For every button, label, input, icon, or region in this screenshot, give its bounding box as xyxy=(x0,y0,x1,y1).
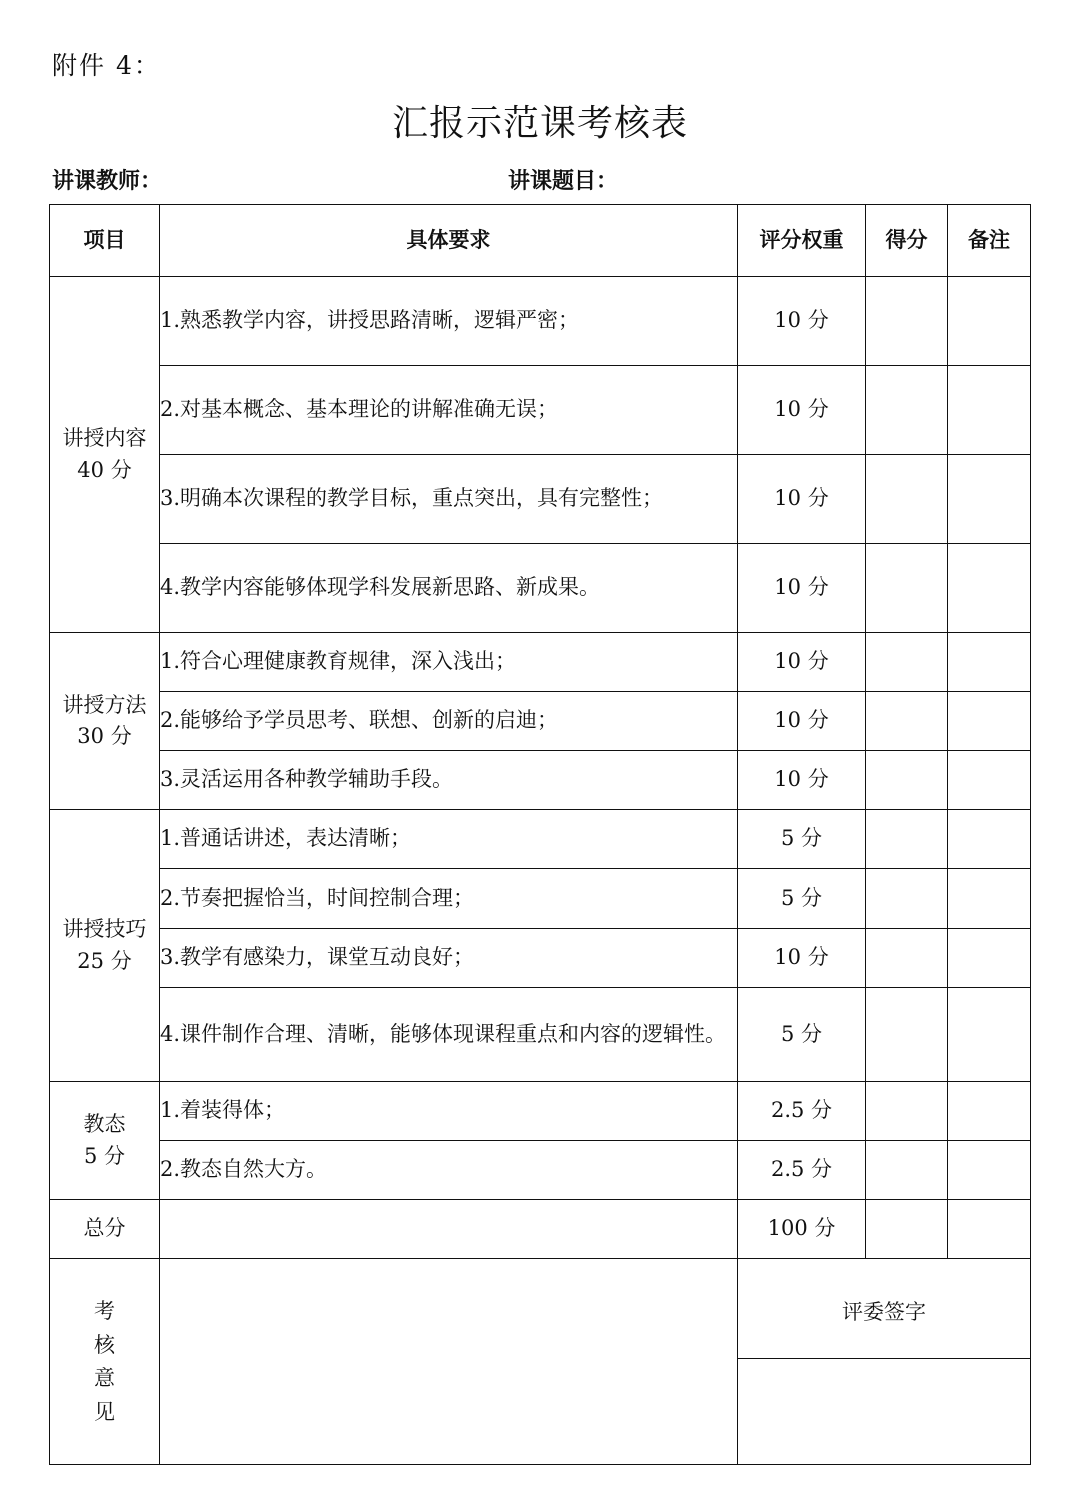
header-remark: 备注 xyxy=(948,205,1031,277)
weight-cell: 10 分 xyxy=(738,277,866,366)
table-row xyxy=(50,810,1031,869)
remark-cell[interactable] xyxy=(948,751,1031,810)
signature-label: 评委签字 xyxy=(738,1259,1031,1359)
total-label: 总分 xyxy=(50,1200,160,1259)
score-cell[interactable] xyxy=(866,751,948,810)
remark-cell[interactable] xyxy=(948,277,1031,366)
total-remark-cell[interactable] xyxy=(948,1200,1031,1259)
section-label-skill: 讲授技巧 25 分 xyxy=(50,810,160,1082)
remark-cell[interactable] xyxy=(948,544,1031,633)
total-weight: 100 分 xyxy=(738,1200,866,1259)
remark-cell[interactable] xyxy=(948,869,1031,929)
signature-area[interactable] xyxy=(738,1359,1031,1465)
remark-cell[interactable] xyxy=(948,366,1031,455)
remark-cell[interactable] xyxy=(948,692,1031,751)
score-cell[interactable] xyxy=(866,869,948,929)
requirement-cell: 3.明确本次课程的教学目标，重点突出，具有完整性； xyxy=(160,455,738,544)
assessment-table xyxy=(49,204,1031,1465)
requirement-cell: 2.教态自然大方。 xyxy=(160,1141,738,1200)
score-cell[interactable] xyxy=(866,1082,948,1141)
weight-cell: 5 分 xyxy=(738,869,866,929)
teacher-field-label: 讲课教师： xyxy=(52,169,163,194)
opinion-label: 考 核 意 见 xyxy=(50,1259,160,1465)
remark-cell[interactable] xyxy=(948,633,1031,692)
weight-cell: 10 分 xyxy=(738,544,866,633)
requirement-cell: 1.着装得体； xyxy=(160,1082,738,1141)
score-cell[interactable] xyxy=(866,692,948,751)
table-row xyxy=(50,869,1031,929)
section-label-method: 讲授方法 30 分 xyxy=(50,633,160,810)
remark-cell[interactable] xyxy=(948,1141,1031,1200)
opinion-row xyxy=(50,1259,1031,1359)
opinion-input-area[interactable] xyxy=(160,1259,738,1465)
requirement-cell: 1.熟悉教学内容，讲授思路清晰，逻辑严密； xyxy=(160,277,738,366)
weight-cell: 10 分 xyxy=(738,455,866,544)
table-row xyxy=(50,1082,1031,1141)
table-row xyxy=(50,751,1031,810)
table-row xyxy=(50,366,1031,455)
weight-cell: 5 分 xyxy=(738,988,866,1082)
remark-cell[interactable] xyxy=(948,810,1031,869)
score-cell[interactable] xyxy=(866,1141,948,1200)
score-cell[interactable] xyxy=(866,455,948,544)
score-cell[interactable] xyxy=(866,633,948,692)
header-weight: 评分权重 xyxy=(738,205,866,277)
weight-cell: 10 分 xyxy=(738,692,866,751)
requirement-cell: 2.对基本概念、基本理论的讲解准确无误； xyxy=(160,366,738,455)
total-requirement-cell xyxy=(160,1200,738,1259)
header-score: 得分 xyxy=(866,205,948,277)
attachment-label: 附件 4： xyxy=(52,51,161,80)
score-cell[interactable] xyxy=(866,277,948,366)
table-row xyxy=(50,929,1031,988)
page-title: 汇报示范课考核表 xyxy=(391,103,688,144)
header-requirement: 具体要求 xyxy=(160,205,738,277)
total-score-cell[interactable] xyxy=(866,1200,948,1259)
requirement-cell: 3.灵活运用各种教学辅助手段。 xyxy=(160,751,738,810)
weight-cell: 10 分 xyxy=(738,366,866,455)
score-cell[interactable] xyxy=(866,810,948,869)
section-label-manner: 教态 5 分 xyxy=(50,1082,160,1200)
requirement-cell: 3.教学有感染力，课堂互动良好； xyxy=(160,929,738,988)
weight-cell: 2.5 分 xyxy=(738,1082,866,1141)
requirement-cell: 2.节奏把握恰当，时间控制合理； xyxy=(160,869,738,929)
table-row xyxy=(50,988,1031,1082)
score-cell[interactable] xyxy=(866,544,948,633)
table-row xyxy=(50,277,1031,366)
score-cell[interactable] xyxy=(866,988,948,1082)
table-row xyxy=(50,544,1031,633)
total-row xyxy=(50,1200,1031,1259)
remark-cell[interactable] xyxy=(948,455,1031,544)
requirement-cell: 4.课件制作合理、清晰，能够体现课程重点和内容的逻辑性。 xyxy=(160,988,738,1082)
remark-cell[interactable] xyxy=(948,929,1031,988)
section-label-content: 讲授内容 40 分 xyxy=(50,277,160,633)
table-row xyxy=(50,455,1031,544)
weight-cell: 2.5 分 xyxy=(738,1141,866,1200)
header-item: 项目 xyxy=(50,205,160,277)
requirement-cell: 1.普通话讲述，表达清晰； xyxy=(160,810,738,869)
topic-field-label: 讲课题目： xyxy=(508,169,619,194)
score-cell[interactable] xyxy=(866,366,948,455)
table-row xyxy=(50,692,1031,751)
header-row xyxy=(50,205,1031,277)
table-row xyxy=(50,1141,1031,1200)
table-row xyxy=(50,633,1031,692)
weight-cell: 10 分 xyxy=(738,751,866,810)
score-cell[interactable] xyxy=(866,929,948,988)
requirement-cell: 4.教学内容能够体现学科发展新思路、新成果。 xyxy=(160,544,738,633)
weight-cell: 5 分 xyxy=(738,810,866,869)
weight-cell: 10 分 xyxy=(738,929,866,988)
weight-cell: 10 分 xyxy=(738,633,866,692)
remark-cell[interactable] xyxy=(948,1082,1031,1141)
requirement-cell: 2.能够给予学员思考、联想、创新的启迪； xyxy=(160,692,738,751)
requirement-cell: 1.符合心理健康教育规律，深入浅出； xyxy=(160,633,738,692)
remark-cell[interactable] xyxy=(948,988,1031,1082)
